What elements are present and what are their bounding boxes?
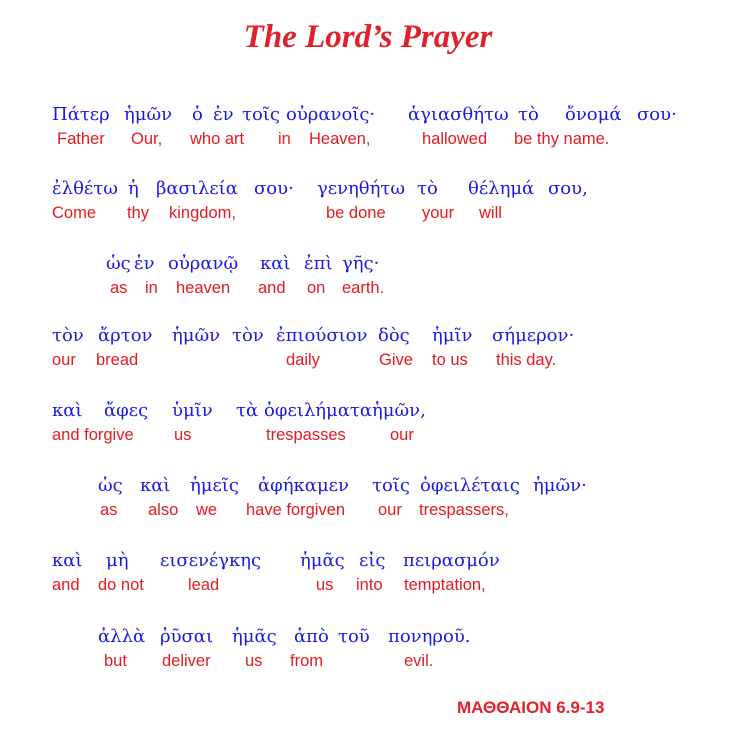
greek-word: ἡ: [128, 178, 139, 199]
english-word: Give: [379, 351, 413, 369]
greek-word: ἡμῖν: [432, 325, 473, 346]
greek-word: τὰ: [236, 400, 259, 421]
english-word: and forgive: [52, 426, 134, 444]
english-word: into: [356, 576, 383, 594]
english-word: Heaven,: [309, 130, 371, 148]
english-word: who art: [190, 130, 245, 148]
greek-word: μὴ: [106, 550, 129, 571]
english-word: our: [378, 501, 402, 519]
english-word: also: [148, 501, 179, 519]
greek-word: πονηροῦ.: [388, 626, 471, 647]
greek-word: ἐπιούσιον: [276, 325, 368, 346]
greek-word: ἐλθέτω: [52, 178, 118, 199]
english-word: in: [278, 130, 291, 148]
greek-word: ἡμῶν: [124, 104, 173, 125]
greek-word: καὶ: [260, 253, 291, 274]
greek-word: γενηθήτω: [317, 178, 406, 199]
english-word: have forgiven: [246, 501, 346, 519]
greek-word: τοῖς: [372, 475, 410, 496]
greek-word: ἄρτον: [98, 325, 153, 346]
english-word: trespasses: [266, 426, 346, 444]
greek-word: τοῖς: [242, 104, 280, 125]
english-word: be done: [326, 204, 386, 222]
greek-word: οὐρανῷ: [168, 253, 239, 274]
english-word: do not: [98, 576, 144, 594]
english-word: in: [145, 279, 158, 297]
english-word: will: [479, 204, 502, 222]
english-word: as: [110, 279, 128, 297]
greek-word: τὸν: [52, 325, 84, 346]
greek-word: καὶ: [140, 475, 171, 496]
greek-word: ἡμᾶς: [300, 550, 345, 571]
english-word: our: [390, 426, 414, 444]
greek-word: βασιλεία: [156, 178, 238, 199]
greek-word: σου·: [637, 104, 677, 125]
greek-word: ἡμεῖς: [190, 475, 239, 496]
greek-word: ὁ: [192, 104, 203, 125]
greek-word: ἀφήκαμεν: [258, 475, 349, 496]
greek-word: ῥῦσαι: [160, 626, 214, 647]
greek-word: καὶ: [52, 550, 83, 571]
greek-word: καὶ: [52, 400, 83, 421]
greek-word: εισενέγκης: [160, 550, 262, 571]
page-title: The Lord’s Prayer: [243, 19, 493, 55]
english-word: temptation,: [404, 576, 486, 594]
greek-word: τὸ: [518, 104, 539, 125]
english-word: to us: [432, 351, 468, 369]
greek-word: σου·: [254, 178, 294, 199]
english-word: this day.: [496, 351, 557, 369]
greek-word: δὸς: [378, 325, 410, 346]
greek-word: εἰς: [359, 550, 386, 571]
english-word: heaven: [176, 279, 231, 297]
greek-word: ἡμῶν: [172, 325, 221, 346]
greek-word: σήμερον·: [492, 325, 575, 346]
greek-word: σου,: [548, 178, 588, 199]
greek-word: ἀπὸ: [294, 626, 329, 647]
greek-word: ἄφες: [104, 400, 149, 421]
greek-word: ὑμῖν: [172, 400, 213, 421]
greek-word: ἡμῶν,: [372, 400, 426, 421]
greek-word: πειρασμόν: [403, 550, 500, 571]
greek-word: ἐν: [213, 104, 234, 125]
greek-word: τὸ: [417, 178, 438, 199]
english-word: us: [174, 426, 192, 444]
english-word: us: [316, 576, 334, 594]
english-word: as: [100, 501, 118, 519]
greek-word: ἐν: [134, 253, 155, 274]
english-word: thy: [127, 204, 150, 222]
greek-word: ὀφειλέταις: [420, 475, 520, 496]
english-word: but: [104, 652, 127, 670]
english-word: daily: [286, 351, 320, 369]
english-word: Our,: [131, 130, 163, 148]
english-word: and: [258, 279, 286, 297]
greek-word: γῆς·: [342, 253, 380, 274]
english-word: your: [422, 204, 455, 222]
english-word: deliver: [162, 652, 211, 670]
greek-word: ὡς: [106, 253, 131, 274]
greek-word: οὐρανοῖς·: [286, 104, 376, 125]
greek-word: ἁγιασθήτω: [408, 104, 509, 125]
english-word: lead: [188, 576, 220, 594]
english-word: bread: [96, 351, 139, 369]
english-word: kingdom,: [169, 204, 236, 222]
greek-word: ἡμᾶς: [232, 626, 277, 647]
english-word: we: [196, 501, 218, 519]
greek-word: ὄνομά: [565, 104, 622, 125]
english-word: trespassers,: [419, 501, 509, 519]
english-word: Father: [57, 130, 105, 148]
english-word: be thy name.: [514, 130, 610, 148]
english-word: on: [307, 279, 326, 297]
english-word: our: [52, 351, 76, 369]
english-word: hallowed: [422, 130, 488, 148]
english-word: from: [290, 652, 323, 670]
greek-word: ἡμῶν·: [533, 475, 587, 496]
greek-word: Πάτερ: [52, 104, 110, 125]
greek-word: ἀλλὰ: [98, 626, 146, 647]
greek-word: τοῦ: [338, 626, 370, 647]
scripture-reference: ΜΑΘΘΑΙΟΝ 6.9-13: [457, 698, 605, 717]
english-word: Come: [52, 204, 97, 222]
english-word: evil.: [404, 652, 434, 670]
english-word: earth.: [342, 279, 385, 297]
greek-word: ὀφειλήματα: [264, 400, 372, 421]
greek-word: τὸν: [232, 325, 264, 346]
greek-word: ὡς: [98, 475, 123, 496]
greek-word: ἐπὶ: [304, 253, 333, 274]
english-word: us: [245, 652, 263, 670]
greek-word: θέλημά: [468, 178, 535, 199]
english-word: and: [52, 576, 80, 594]
